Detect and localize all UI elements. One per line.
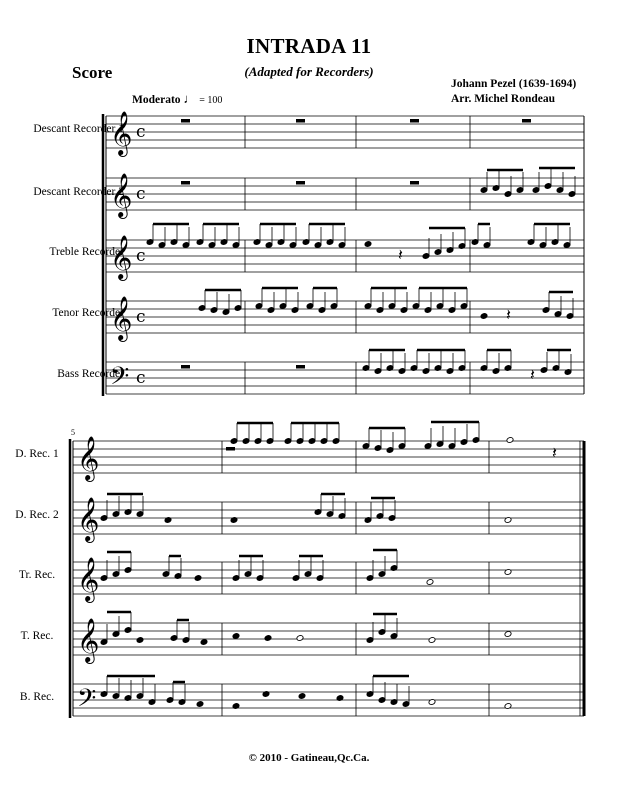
note-head [506, 437, 514, 444]
time-signature: c [136, 122, 146, 142]
treble-clef-icon: 𝄞 [110, 173, 133, 217]
treble-clef-icon: 𝄞 [77, 557, 100, 601]
note-head [298, 693, 306, 700]
note-head [504, 631, 512, 638]
instrument-name-short: B. Rec. [19, 691, 55, 703]
piece-subtitle: (Adapted for Recorders) [244, 64, 374, 79]
piece-title: INTRADA 11 [246, 34, 372, 58]
instrument-name: Descant Recorder 1 [33, 123, 124, 135]
quarter-rest-icon: 𝄽 [506, 305, 511, 324]
note-head [480, 313, 488, 320]
whole-rest [296, 119, 305, 123]
note-head [296, 635, 304, 642]
arranger-credit: Arr. Michel Rondeau [451, 93, 556, 105]
quarter-rest-icon: 𝄽 [552, 443, 557, 462]
notes [100, 119, 576, 709]
note-head [136, 637, 144, 644]
copyright-footer: © 2010 - Gatineau,Qc.Ca. [248, 752, 370, 764]
time-signature: c [136, 307, 146, 327]
whole-rest [410, 119, 419, 123]
note-head [364, 241, 372, 248]
note-head [196, 701, 204, 708]
bass-clef-icon: 𝄢 [77, 684, 97, 719]
instrument-name: Treble Recorder [49, 246, 124, 258]
instrument-name-short: D. Rec. 1 [15, 448, 59, 460]
quarter-rest-icon: 𝄽 [530, 365, 535, 384]
instrument-name-short: D. Rec. 2 [15, 509, 59, 521]
whole-rest [181, 119, 190, 123]
whole-rest [226, 447, 235, 451]
time-signature: c [136, 184, 146, 204]
time-signature: c [136, 246, 146, 266]
instrument-name: Bass Recorder [57, 368, 124, 380]
note-head [232, 633, 240, 640]
whole-rest [181, 365, 190, 369]
instrument-name-short: Tr. Rec. [18, 569, 56, 581]
whole-rest [296, 365, 305, 369]
treble-clef-icon: 𝄞 [110, 111, 133, 155]
tempo-value: = 100 [199, 95, 223, 106]
whole-rest [296, 181, 305, 185]
instrument-name: Descant Recorder 2 [33, 186, 124, 198]
whole-rest [522, 119, 531, 123]
quarter-note-icon: ♩ [183, 91, 197, 106]
treble-clef-icon: 𝄞 [77, 436, 100, 480]
staff-lines [70, 111, 584, 719]
treble-clef-icon: 𝄞 [77, 497, 100, 541]
note-head [426, 579, 434, 586]
composer-credit: Johann Pezel (1639-1694) [451, 78, 577, 90]
bass-clef-icon: 𝄢 [110, 362, 130, 397]
tempo-text: Moderato [132, 94, 181, 106]
treble-clef-icon: 𝄞 [110, 296, 133, 340]
instrument-name-short: T. Rec. [20, 630, 54, 642]
note-head [428, 637, 436, 644]
note-head [200, 639, 208, 646]
note-head [264, 635, 272, 642]
whole-rest [181, 181, 190, 185]
measure-number: 5 [71, 428, 75, 437]
instrument-name: Tenor Recorder [52, 307, 124, 319]
time-signature: c [136, 368, 146, 388]
score-label: Score [72, 63, 113, 82]
treble-clef-icon: 𝄞 [77, 618, 100, 662]
note-head [194, 575, 202, 582]
quarter-rest-icon: 𝄽 [398, 245, 403, 264]
treble-clef-icon: 𝄞 [110, 235, 133, 279]
whole-rest [410, 181, 419, 185]
